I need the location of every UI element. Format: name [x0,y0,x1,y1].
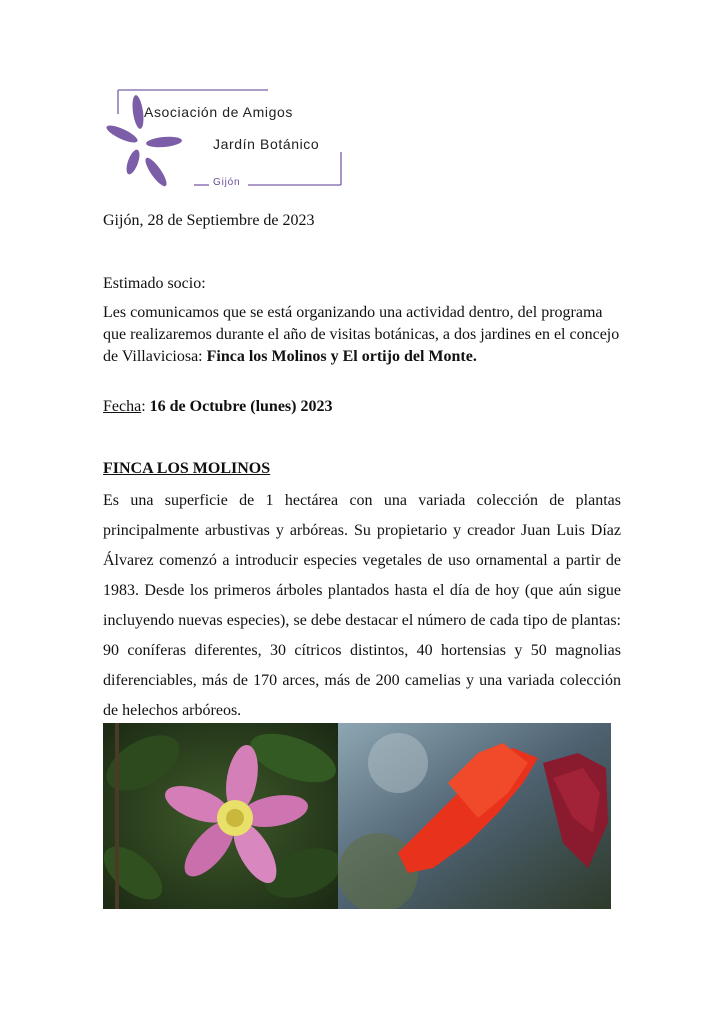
org-name-line2: Jardín Botánico [213,136,320,152]
fecha-separator: : [141,398,150,415]
letter-greeting: Estimado socio: [103,275,206,292]
association-logo [100,86,350,198]
letter-date: Gijón, 28 de Septiembre de 2023 [103,212,315,229]
pink-camellia-photo-icon [103,723,338,909]
fecha-value: 16 de Octubre (lunes) 2023 [149,398,333,415]
fecha-label: Fecha [103,398,142,415]
section-paragraph: Es una superficie de 1 hectárea con una variada colección de plantas principalmente arbustivas y arbóreas. Su propietario y creador Juan Luis Díaz Álvarez comenzó a introducir especies vegetales de uso ornamental a partir de 1983. Desde los primeros árboles plantados hasta el día de hoy (que aún sigue incluyendo nuevas especies), se debe destacar el número de cada tipo de plantas: 90 coníferas diferentes, 30 cítricos distintos, 40 hortensias y 50 magnolias diferenciables, más de 170 arces, más de 200 camelias y una variada colección de helechos arbóreos. [103,492,621,719]
intro-text: Les comunicamos que se está organizando una actividad dentro, del programa que realizaremos durante el año de visitas botánicas, a dos jardines en el concejo de Villaviciosa: [103,304,620,365]
section-title: FINCA LOS MOLINOS [103,460,271,477]
letter-intro [103,302,621,368]
event-date-line [103,396,621,418]
photo-strip [103,723,611,909]
red-maple-photo-icon [338,723,611,909]
intro-bold-gardens: Finca los Molinos y El ortijo del Monte. [206,348,477,365]
org-name-line1: Asociación de Amigos [144,104,293,120]
org-city: Gijón [213,177,241,188]
